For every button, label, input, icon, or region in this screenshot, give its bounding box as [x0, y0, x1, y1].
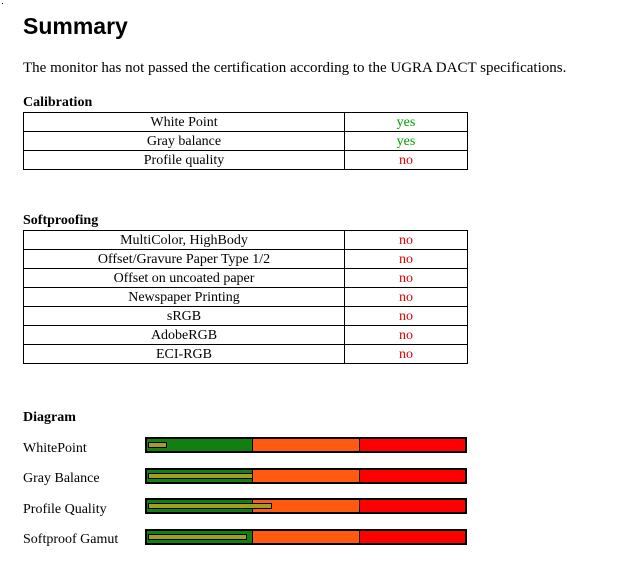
bar-zone-poor — [359, 531, 465, 543]
table-row — [24, 326, 468, 345]
table-row — [24, 307, 468, 326]
softproofing-row-result: no — [345, 288, 468, 307]
softproofing-row-result: no — [345, 345, 468, 364]
softproofing-row-label: Newspaper Printing — [24, 288, 345, 307]
profile-quality-bar-label: Profile Quality — [23, 502, 107, 517]
profile-quality-quality-bar — [145, 498, 467, 514]
softproofing-row-label: MultiColor, HighBody — [24, 231, 345, 250]
softproofing-row-result: no — [345, 307, 468, 326]
table-row — [24, 288, 468, 307]
bar-zone-poor — [359, 470, 465, 482]
gray-balance-quality-bar — [145, 468, 467, 484]
bar-zone-poor — [359, 500, 465, 512]
page-title: Summary — [23, 13, 128, 39]
table-row — [24, 345, 468, 364]
corner-dot — [2, 3, 3, 4]
table-row — [24, 250, 468, 269]
softproofing-row-label: AdobeRGB — [24, 326, 345, 345]
calibration-row-result: no — [345, 151, 468, 170]
calibration-row-label: Profile quality — [24, 151, 345, 170]
calibration-table — [23, 112, 468, 170]
softproof-gamut-level-indicator — [148, 534, 247, 540]
bar-zone-fair — [252, 470, 358, 482]
calibration-heading: Calibration — [23, 95, 93, 110]
calibration-row-result: yes — [345, 132, 468, 151]
calibration-row-label: Gray balance — [24, 132, 345, 151]
softproofing-row-label: ECI-RGB — [24, 345, 345, 364]
softproofing-row-result: no — [345, 231, 468, 250]
gray-balance-level-indicator — [148, 473, 253, 479]
table-row — [24, 269, 468, 288]
calibration-row-result: yes — [345, 113, 468, 132]
softproof-gamut-quality-bar — [145, 529, 467, 545]
calibration-row-label: White Point — [24, 113, 345, 132]
whitepoint-bar-label: WhitePoint — [23, 441, 87, 456]
diagram-heading: Diagram — [23, 410, 76, 425]
softproofing-heading: Softproofing — [23, 213, 99, 228]
table-row — [24, 231, 468, 250]
table-row — [24, 132, 468, 151]
profile-quality-level-indicator — [148, 503, 272, 509]
table-row — [24, 151, 468, 170]
softproofing-row-label: Offset/Gravure Paper Type 1/2 — [24, 250, 345, 269]
whitepoint-quality-bar — [145, 437, 467, 453]
whitepoint-level-indicator — [148, 442, 167, 448]
softproofing-row-result: no — [345, 269, 468, 288]
softproofing-row-label: sRGB — [24, 307, 345, 326]
gray-balance-bar-label: Gray Balance — [23, 471, 100, 486]
bar-zone-poor — [359, 439, 465, 451]
softproofing-table — [23, 230, 468, 364]
softproof-gamut-bar-label: Softproof Gamut — [23, 532, 119, 547]
table-row — [24, 113, 468, 132]
bar-zone-fair — [252, 439, 358, 451]
certification-status-message: The monitor has not passed the certification according to the UGRA DACT specifications. — [23, 60, 567, 76]
softproofing-row-label: Offset on uncoated paper — [24, 269, 345, 288]
bar-zone-fair — [252, 531, 358, 543]
softproofing-row-result: no — [345, 250, 468, 269]
softproofing-row-result: no — [345, 326, 468, 345]
